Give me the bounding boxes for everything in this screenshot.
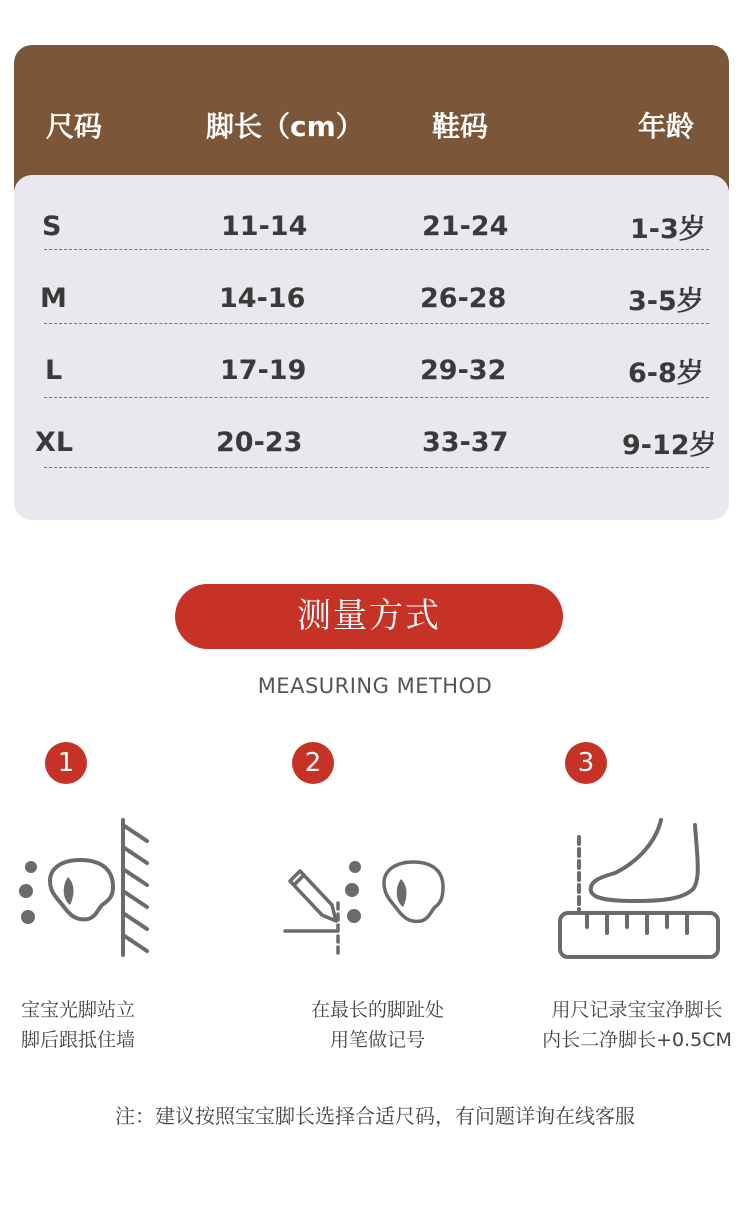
step-number-1: 1 [45, 742, 87, 784]
header-foot-length: 脚长（cm） [206, 110, 364, 143]
row-divider [44, 323, 709, 324]
cell-foot-length: 14-16 [219, 283, 306, 314]
cell-size: S [42, 211, 62, 242]
cell-shoe-size: 33-37 [422, 427, 509, 458]
foot-against-wall-icon [10, 815, 160, 960]
method-title: 测量方式 [175, 584, 563, 649]
row-divider [44, 467, 709, 468]
cell-size: M [40, 283, 67, 314]
cell-age: 3-5岁 [628, 286, 704, 317]
cell-age: 1-3岁 [630, 214, 706, 245]
cell-size: XL [35, 427, 74, 458]
header-shoe-size: 鞋码 [432, 110, 489, 143]
pencil-mark-toe-icon [280, 845, 450, 960]
foot-on-ruler-icon [555, 815, 725, 965]
step-3-line-2: 内长二净脚长+0.5CM [542, 1029, 732, 1051]
step-2-line-1: 在最长的脚趾处 [310, 999, 444, 1021]
step-1-line-2: 脚后跟抵住墙 [20, 1029, 135, 1051]
cell-foot-length: 17-19 [220, 355, 307, 386]
cell-foot-length: 11-14 [221, 211, 308, 242]
step-2-line-2: 用笔做记号 [329, 1029, 425, 1051]
step-caption-2 [295, 995, 460, 1055]
size-table-body [14, 175, 729, 520]
size-table [14, 45, 729, 520]
step-3-line-1: 用尺记录宝宝净脚长 [551, 999, 723, 1021]
step-number-3: 3 [565, 742, 607, 784]
header-age: 年龄 [638, 110, 695, 143]
cell-shoe-size: 29-32 [420, 355, 507, 386]
cell-age: 6-8岁 [628, 358, 704, 389]
cell-age: 9-12岁 [622, 430, 717, 461]
size-advice-note: 注：建议按照宝宝脚长选择合适尺码，有问题详询在线客服 [115, 1104, 635, 1128]
step-caption-3 [532, 995, 742, 1055]
cell-shoe-size: 26-28 [420, 283, 507, 314]
step-1-line-1: 宝宝光脚站立 [20, 999, 135, 1021]
row-divider [44, 249, 709, 250]
step-caption-1 [13, 995, 143, 1055]
cell-size: L [45, 355, 63, 386]
row-divider [44, 397, 709, 398]
method-subtitle: MEASURING METHOD [257, 674, 493, 698]
cell-foot-length: 20-23 [216, 427, 303, 458]
header-size: 尺码 [46, 110, 103, 143]
size-table-header [14, 45, 729, 190]
cell-shoe-size: 21-24 [422, 211, 509, 242]
step-number-2: 2 [292, 742, 334, 784]
